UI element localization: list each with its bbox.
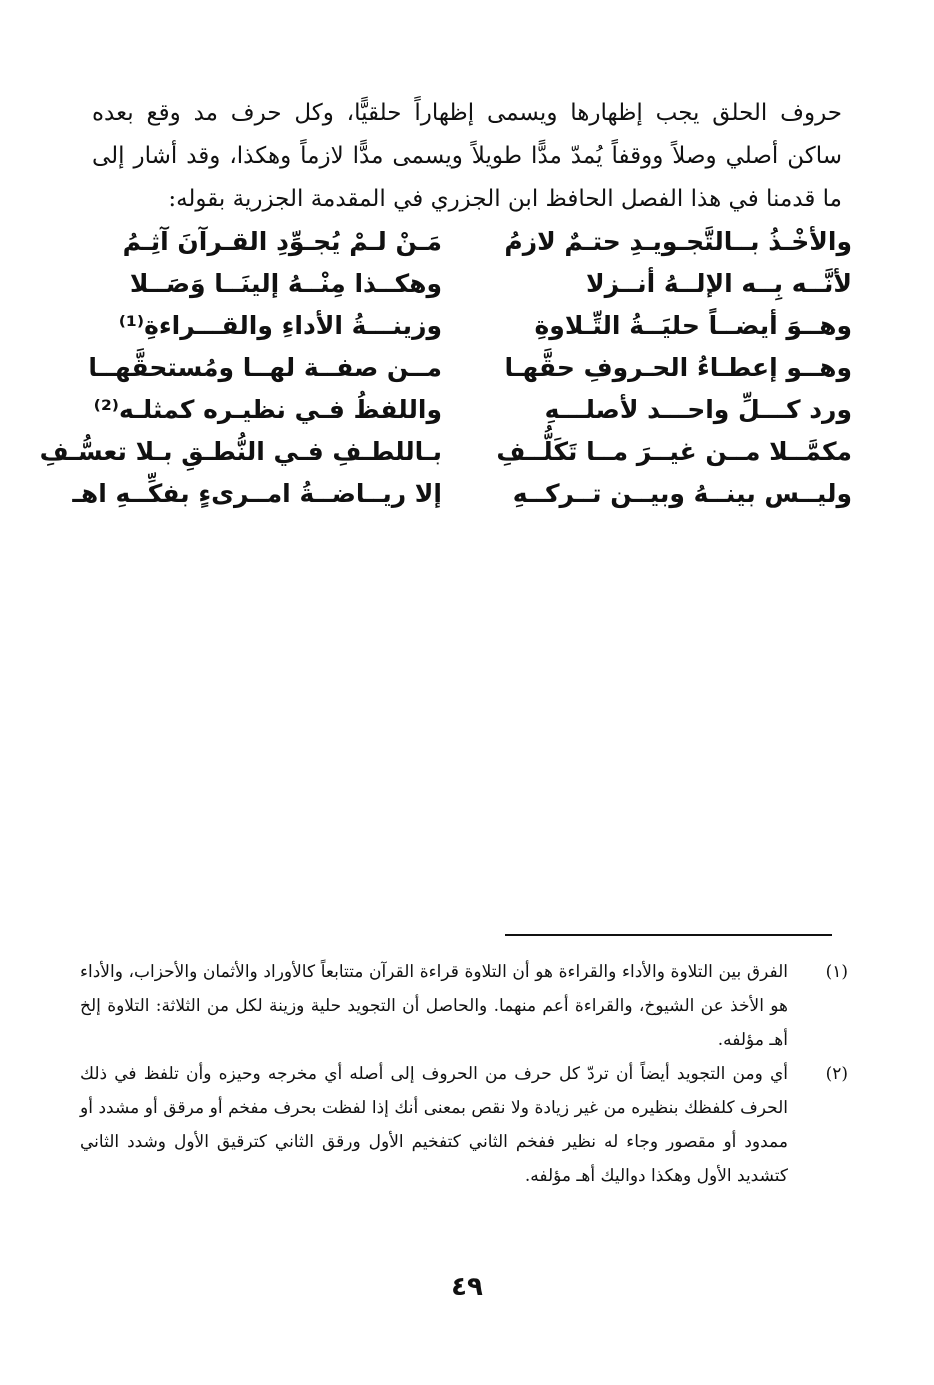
verse-row [72,472,852,514]
footnote-text: أي ومن التجويد أيضاً أن تردّ كل حرف من الحروف إلى أصله أي مخرجه وحيزه وأن تلفظ في ذلك الحرف كلفظك بنظيره من غير زيادة ولا نقص بمعنى أنك إذا لفظت بحرف مفخم أو مرقق أو مشدد أو ممدود أو مقصور وجاء له نظير ففخم الثاني كتفخيم الأول ورقق الثاني كترقيق الأول وشدد الثاني كتشديد الأول وهكذا دواليك أهـ مؤلفه. [80,1064,788,1186]
verse-row [39,430,852,472]
verse-first-hemistich: والأخْـذُ بــالتَّجـويـدِ حتـمٌ لازمُ [504,226,852,256]
verse-first-hemistich: لأنَّــه بِــه الإلــهُ أنــزلا [585,268,852,298]
verse-second-hemistich: بـاللطـفِ فـي النُّطـقِ بـلا تعسُّـفِ [39,436,442,466]
verse-row [92,262,852,304]
verse-first-hemistich: وهــو إعطـاءُ الحـروفِ حقَّهـا [504,352,852,382]
verse-second-hemistich: مَـنْ لـمْ يُجـوِّدِ القـرآنَ آثِـمُ [122,226,442,256]
verse-second-hemistich: وهكــذا مِنْــهُ إلينَــا وَصَــلا [129,268,442,298]
page-number: ٤٩ [451,1272,483,1302]
verse-first-hemistich: وليــس بينــهُ وبيــن تــركــهِ [512,478,852,508]
verse-row [88,346,852,388]
verse-first-hemistich: وهــوَ أيضــاً حليَــةُ التِّـلاوةِ [534,310,852,340]
verse-first-hemistich: ورد كـــلِّ واحـــد لأصلـــهِ [544,394,852,424]
verse-second-hemistich: واللفظُ فـي نظيـره كمثلـه⁽²⁾ [93,394,442,424]
verse-second-hemistich: وزينـــةُ الأداءِ والقـــراءةِ⁽¹⁾ [118,310,442,340]
verse-row [92,388,852,430]
footnote [80,955,848,1057]
verse-second-hemistich: مــن صفــة لهــا ومُستحقَّهــا [88,352,442,382]
verse-first-hemistich: مكمَّــلا مــن غيــرَ مــا تَكَلُّــفِ [496,436,852,466]
verse-second-hemistich: إلا ريــاضــةُ امــرىءٍ بفكِّــهِ اهـ [72,478,442,508]
verse-row [92,304,852,346]
footnote-marker: (٢) [825,1064,848,1084]
intro-paragraph: حروف الحلق يجب إظهارها ويسمى إظهاراً حلقيًّا، وكل حرف مد وقع بعده ساكن أصلي وصلاً ووقفاً يُمدّ مدًّا طويلاً ويسمى مدًّا لازماً وهكذا، وقد أشار إلى ما قدمنا في هذا الفصل الحافظ ابن الجزري في المقدمة الجزرية بقوله: [92,100,842,212]
poem-verses [39,220,852,514]
verse-row [92,220,852,262]
footnotes [80,955,848,1193]
footnote-marker: (١) [825,962,848,982]
footnote-separator [505,934,832,936]
footnote-text: الفرق بين التلاوة والأداء والقراءة هو أن التلاوة قراءة القرآن متتابعاً كالأوراد والأثمان والأحزاب، والأداء هو الأخذ عن الشيوخ، والقراءة أعم منهما. والحاصل أن التجويد حلية وزينة لكل من الثلاثة: التلاوة إلخ أهـ مؤلفه. [80,962,788,1050]
footnote [80,1057,848,1193]
